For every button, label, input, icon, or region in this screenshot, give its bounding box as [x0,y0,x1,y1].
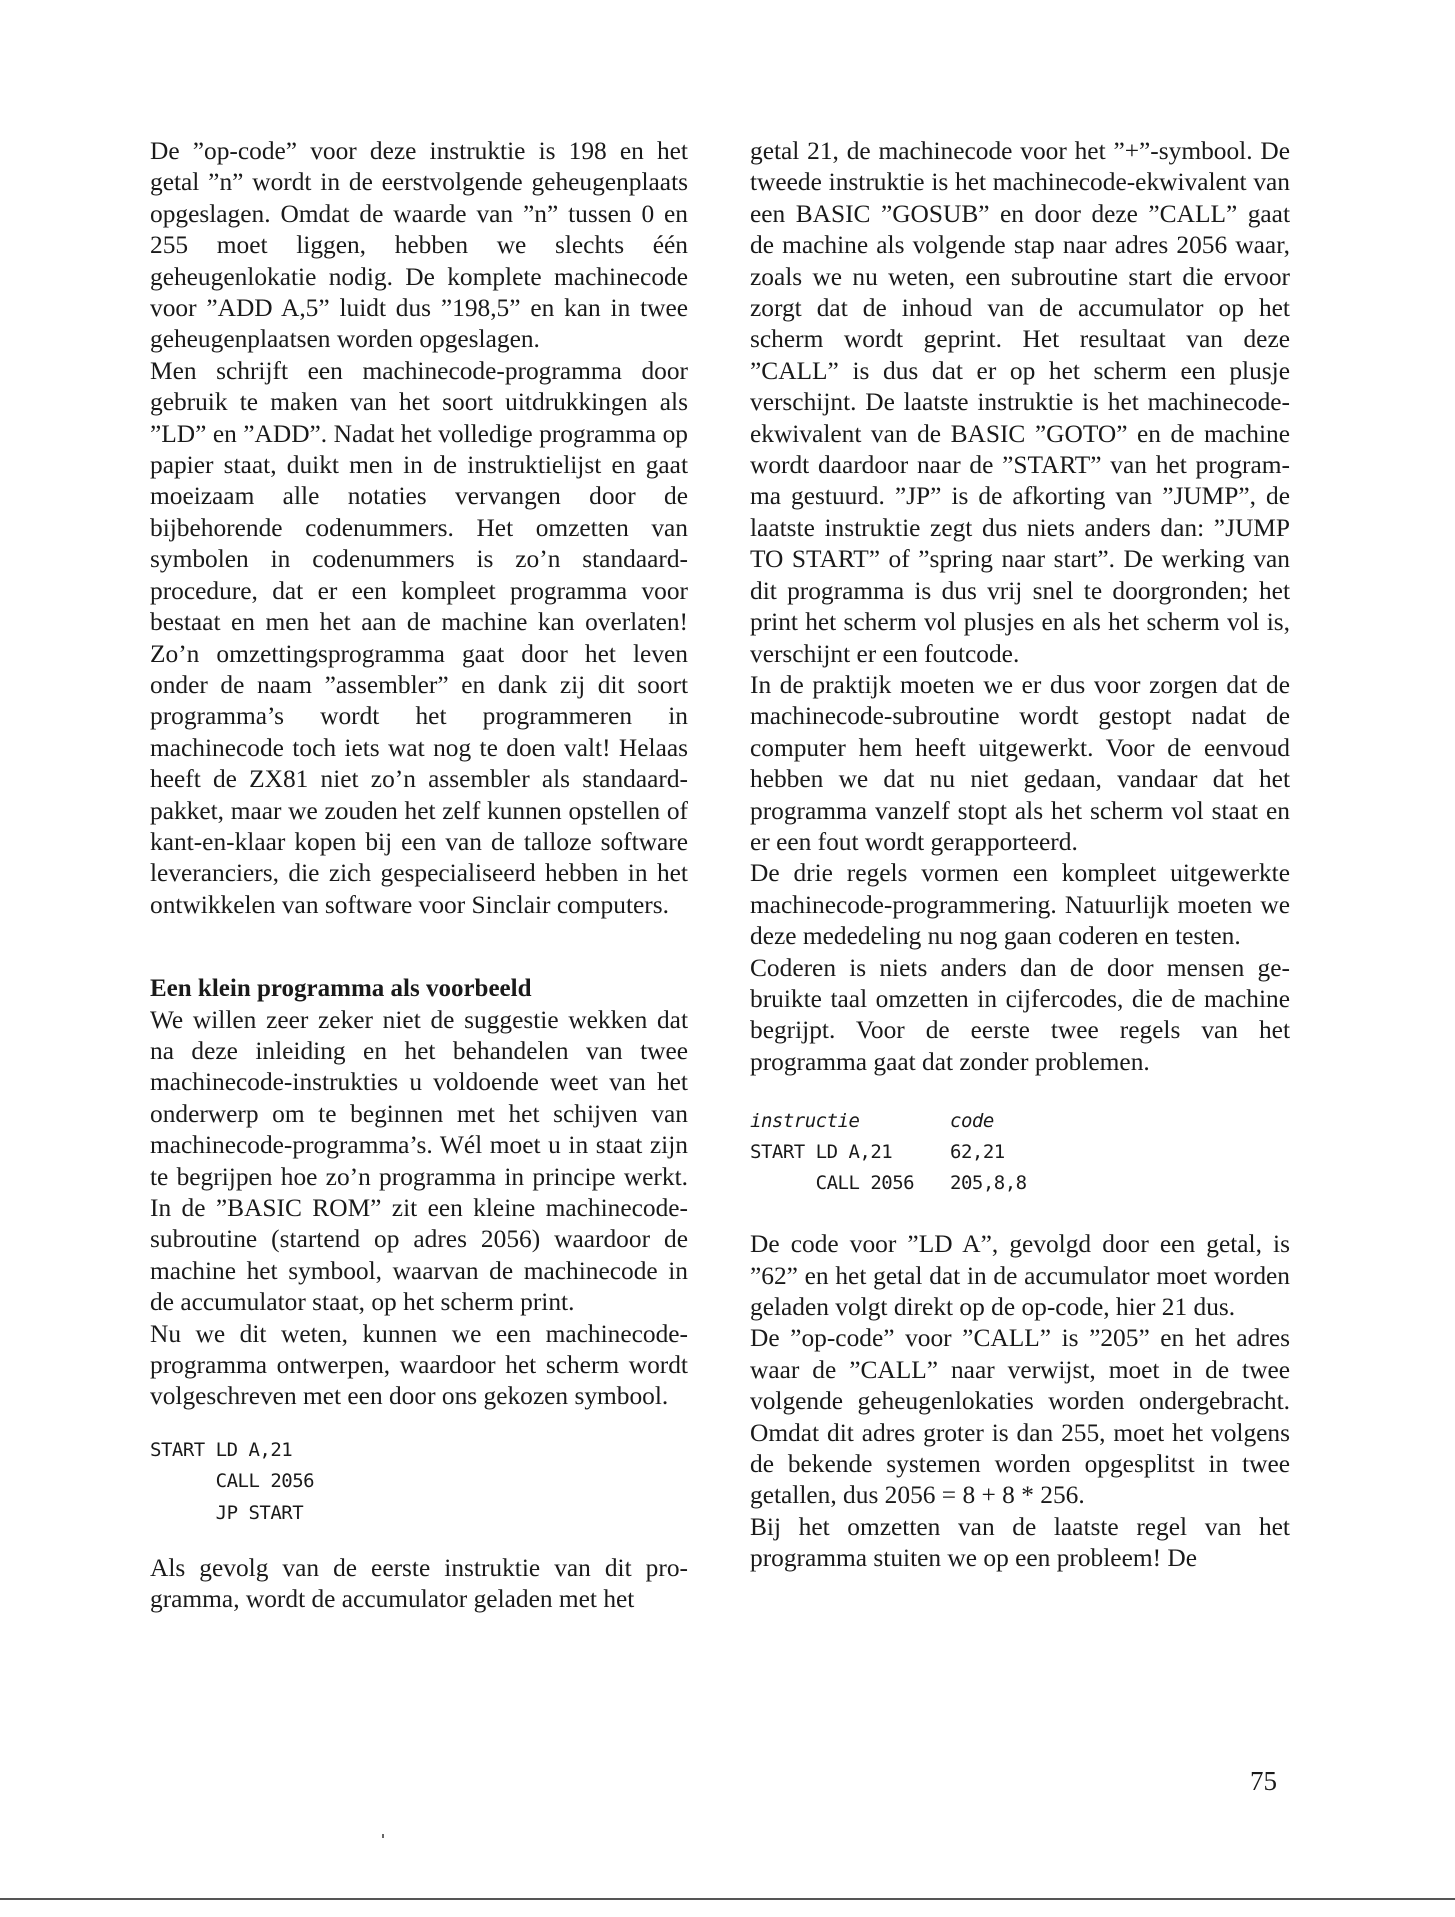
paragraph: getal 21, de machinecode voor het ”+”-symbool. De tweede instruktie is het machinecode-ekwivalent van een BASIC ”GOSUB” en door deze ”CALL” gaat de machine als volgende stap naar adres 2056 waar, zoals we nu weten, een subroutine start die ervoor zorgt dat de inhoud van de accumulator op het scherm wordt geprint. Het resultaat van deze ”CALL” is dus dat er op het scherm een plusje verschijnt. De laatste instruktie is het machinecode-ekwivalent van de BASIC ”GOTO” en de machine wordt daardoor naar de ”START” van het programma gestuurd. ”JP” is de afkorting van ”JUMP”, de laatste instruktie zegt dus niets anders dan: ”JUMP TO START” of ”spring naar start”. De werking van dit programma is dus vrij snel te doorgronden; het print het scherm vol plusjes en als het scherm vol is, verschijnt er een foutcode. [750,137,1290,668]
scan-speck [382,1834,384,1838]
code-cell: 205,8,8 [950,1172,1027,1195]
left-column [150,136,688,1616]
code-line: JP START [150,1501,304,1524]
paragraph: Nu we dit weten, kunnen we een machinecode-programma ontwerpen, waardoor het scherm wordt volgeschreven met een door ons gekozen symbool. [150,1319,688,1411]
code-table-row [750,1168,1290,1199]
paragraph: De drie regels vormen een kompleet uitgewerkte machinecode-programmering. Natuurlijk moeten we deze mededeling nu nog gaan coderen en testen. [750,859,1290,951]
paragraph: De code voor ”LD A”, gevolgd door een getal, is ”62” en het getal dat in de accumulator moet worden geladen volgt direkt op de op-code, hier 21 dus. [750,1230,1290,1321]
instruction-cell: CALL 2056 [750,1172,915,1195]
code-table [750,1106,1290,1199]
header-instruction: instructie [750,1110,860,1133]
instruction-cell: START LD A,21 [750,1141,893,1164]
paragraph: De ”op-code” voor deze instruktie is 198 en het getal ”n” wordt in de eerstvolgende geheugenplaats opgeslagen. Omdat de waarde van ”n” tussen 0 en 255 moet liggen, hebben we slechts één geheugenlokatie nodig. De komplete machinecode voor ”ADD A,5” luidt dus ”198,5” en kan in twee geheugenplaatsen worden opgeslagen. [150,137,688,354]
page-number: 75 [1250,1766,1277,1796]
code-table-header [750,1106,1290,1137]
code-table-row [750,1137,1290,1168]
paragraph: Bij het omzetten van de laatste regel van het programma stuiten we op een probleem! De [750,1512,1290,1573]
paragraph: Men schrijft een machinecode-programma door gebruik te maken van het soort uitdrukkingen als ”LD” en ”ADD”. Nadat het volledige programma op papier staat, duikt men in de instruktielijst en gaat moeizaam alle notaties vervangen door de bijbehorende codenummers. Het omzetten van symbolen in codenummers is zo’n standaard-procedure, dat er een kompleet programma voor bestaat en men het aan de machine kan overlaten! Zo’n omzettingsprogramma gaat door het leven onder de naam ”assembler” en dank zij dit soort programma’s wordt het programmeren in machinecode toch iets wat nog te doen valt! Helaas heeft de ZX81 niet zo’n assembler als standaard-pakket, maar we zouden het zelf kunnen opstellen of kant-en-klaar kopen bij een van de talloze software leveranciers, die zich gespecialiseerd hebben in het ontwikkelen van software voor Sinclair computers. [150,356,688,919]
code-line: START LD A,21 [150,1438,293,1461]
paragraph: Coderen is niets anders dan de door mensen gebruikte taal omzetten in cijfercodes, die de machine begrijpt. Voor de eerste twee regels van het programma gaat dat zonder problemen. [750,953,1290,1076]
paragraph: We willen zeer zeker niet de suggestie wekken dat na deze inleiding en het behandelen van twee machinecode-instrukties u voldoende weet van het onderwerp om te beginnen met het schijven van machinecode-programma’s. Wél moet u in staat zijn te begrijpen hoe zo’n programma in principe werkt. In de ”BASIC ROM” zit een kleine machinecode-subroutine (startend op adres 2056) waardoor de machine het symbool, waarvan de machinecode in de accumulator staat, op het scherm print. [150,1005,688,1317]
section-heading: Een klein programma als voorbeeld [150,975,532,1003]
code-listing [150,1435,688,1529]
page-bottom-rule [0,1898,1455,1900]
code-cell: 62,21 [950,1141,1005,1164]
right-column [750,136,1290,1575]
header-code: code [950,1110,994,1133]
paragraph: De ”op-code” voor ”CALL” is ”205” en het adres waar de ”CALL” naar verwijst, moet in de twee volgende geheugenlokaties worden ondergebracht. Omdat dit adres groter is dan 255, moet het volgens de bekende systemen worden opgesplitst in twee getallen, dus 2056 = 8 + 8 * 256. [750,1324,1290,1510]
paragraph: Als gevolg van de eerste instruktie van dit programma, wordt de accumulator geladen met het [150,1554,688,1614]
paragraph: In de praktijk moeten we er dus voor zorgen dat de machinecode-subroutine wordt gestopt nadat de computer hem heeft uitgewerkt. Voor de eenvoud hebben we dat nu niet gedaan, vandaar dat het programma vanzelf stopt als het scherm vol staat en er een fout wordt gerapporteerd. [750,670,1290,856]
code-line: CALL 2056 [150,1470,315,1493]
